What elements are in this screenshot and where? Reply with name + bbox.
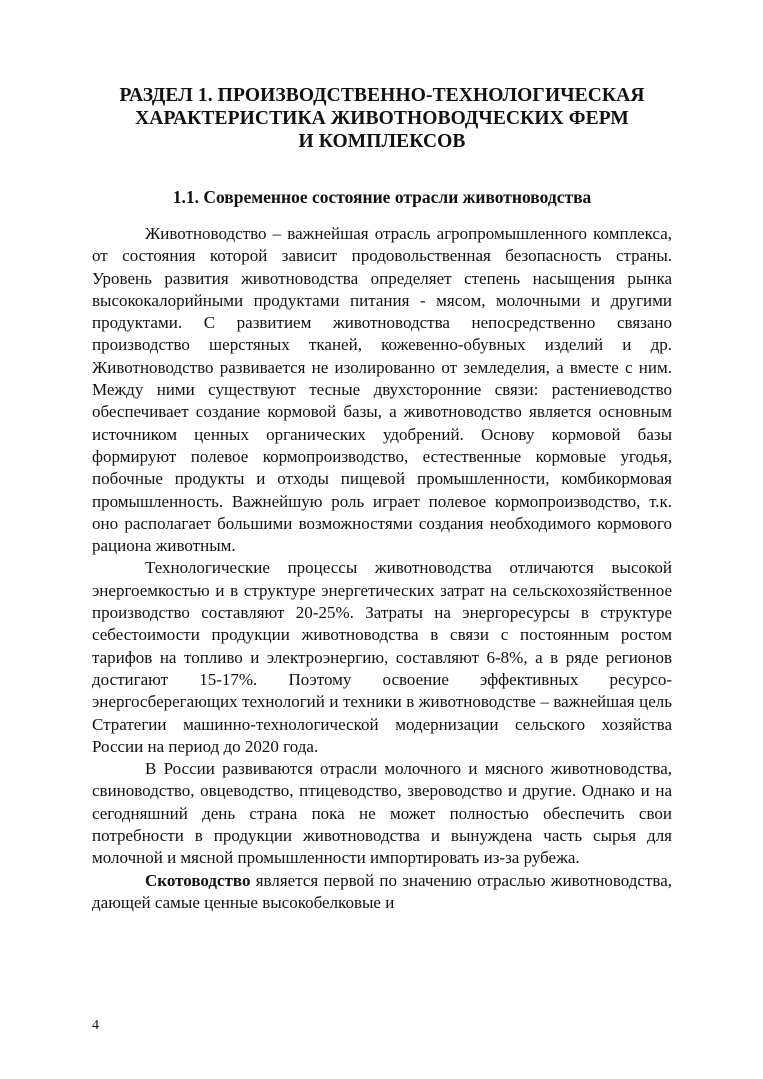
section-title-line-1: РАЗДЕЛ 1. ПРОИЗВОДСТВЕННО-ТЕХНОЛОГИЧЕСКАЯ: [119, 85, 645, 106]
bold-term-cattle-breeding: Скотоводство: [145, 870, 251, 890]
paragraph-russia-branches: В России развиваются отрасли молочного и мясного животноводства, свиноводство, овцеводство, птицеводство, звероводство и другие. Однако и на сегодняшний день страна пока не может полностью обеспечить свои потребности в продукции животноводства и вынуждена часть сырья для молочной и мясной промышленности импортировать из-за рубежа.: [92, 759, 672, 868]
document-page: [92, 84, 672, 914]
section-title-line-3: И КОМПЛЕКСОВ: [298, 131, 466, 152]
section-title-line-2: ХАРАКТЕРИСТИКА ЖИВОТНОВОДЧЕСКИХ ФЕРМ: [135, 108, 629, 129]
section-title: [92, 84, 672, 153]
paragraph-cattle-breeding-text: является первой по значению отраслью животноводства, дающей самые ценные высокобелковые и: [92, 870, 672, 912]
paragraph-cattle-breeding: [92, 870, 672, 915]
paragraph-livestock-overview: Животноводство – важнейшая отрасль агропромышленного комплекса, от состояния которой зависит продовольственная безопасность страны. Уровень развития животноводства определяет степень насыщения рынка высококалорийными продуктами питания - мясом, молочными и другими продуктами. С развитием животноводства непосредственно связано производство шерстяных тканей, кожевенно-обувных изделий и др. Животноводство развивается не изолированно от земледелия, а вместе с ним. Между ними существуют тесные двухсторонние связи: растениеводство обеспечивает создание кормовой базы, а животноводство является основным источником ценных органических удобрений. Основу кормовой базы формируют полевое кормопроизводство, естественные кормовые угодья, побочные продукты и отходы пищевой промышленности, комбикормовая промышленность. Важнейшую роль играет полевое кормопроизводство, т.к. оно располагает большими возможностями создания необходимого кормового рациона животным.: [92, 224, 672, 556]
page-number: 4: [92, 1018, 99, 1033]
paragraph-energy-costs: Технологические процессы животноводства отличаются высокой энергоемкостью и в структуре энергетических затрат на сельскохозяйственное производство составляют 20-25%. Затраты на энергоресурсы в структуре себестоимости продукции животноводства в связи с постоянным ростом тарифов на топливо и электроэнергию, составляют 6-8%, а в ряде регионов достигают 15-17%. Поэтому освоение эффективных ресурсо-энергосберегающих технологий и техники в животноводстве – важнейшая цель Стратегии машинно-технологической модернизации сельского хозяйства России на период до 2020 года.: [92, 558, 672, 756]
body-text: [92, 223, 672, 914]
subsection-title: 1.1. Современное состояние отрасли животноводства: [172, 187, 592, 207]
